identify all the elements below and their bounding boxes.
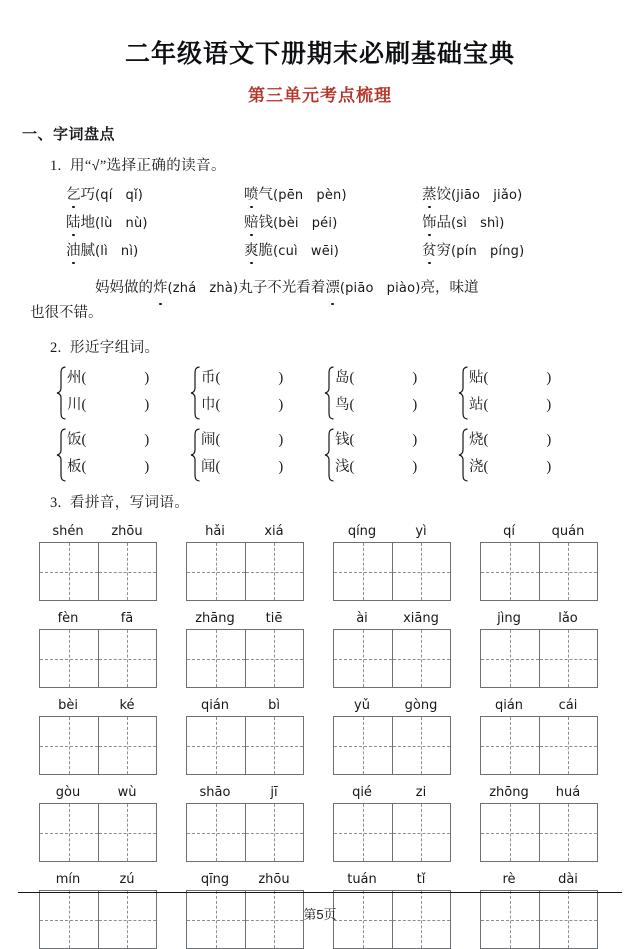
tianzige-cell[interactable] bbox=[245, 543, 303, 600]
word-character: 地 bbox=[80, 215, 95, 231]
dotted-character: 漂 bbox=[325, 276, 340, 301]
pinyin-syllable: qián bbox=[200, 698, 230, 713]
grid-pinyin-label bbox=[186, 698, 304, 713]
exercise-1-prompt-after: ”选择正确的读音。 bbox=[99, 158, 226, 174]
pinyin-options: (pín píng) bbox=[451, 244, 525, 259]
pinyin-syllable: qíng bbox=[347, 524, 377, 539]
pinyin-choice-item bbox=[422, 183, 522, 204]
tianzige-box[interactable] bbox=[333, 629, 451, 688]
pair-lines bbox=[335, 427, 458, 481]
exercise-1-prompt-before: 用“ bbox=[70, 158, 92, 174]
character-blank-row: 饭( ) bbox=[67, 432, 150, 448]
pinyin-word-grid bbox=[318, 785, 465, 862]
character-blank-row: 闻( ) bbox=[201, 459, 284, 475]
dotted-character: 赔 bbox=[244, 211, 259, 232]
dotted-character: 油 bbox=[66, 239, 81, 260]
pinyin-syllable: ài bbox=[356, 611, 368, 626]
grid-pinyin-label bbox=[39, 611, 157, 626]
grid-pinyin-label bbox=[480, 872, 598, 887]
pair-lines bbox=[469, 427, 592, 481]
sentence-line-1: 妈妈做的炸(zhá zhà)丸子不光看着漂(piāo piào)亮，味道 bbox=[66, 280, 479, 296]
tianzige-cell[interactable] bbox=[334, 543, 392, 600]
pinyin-word-grid bbox=[465, 785, 612, 862]
character-blank-row: 贴( ) bbox=[469, 370, 552, 386]
pair-lines bbox=[201, 365, 324, 419]
pair-character: 板 bbox=[67, 459, 82, 475]
pinyin-syllable: qián bbox=[494, 698, 524, 713]
pinyin-options: (sì shì) bbox=[451, 216, 505, 231]
tianzige-box[interactable] bbox=[333, 542, 451, 601]
character-blank-row: 闹( ) bbox=[201, 432, 284, 448]
tianzige-cell[interactable] bbox=[481, 717, 539, 774]
grid-row bbox=[24, 524, 622, 601]
exercise-3-number: 3. bbox=[50, 495, 62, 511]
pinyin-syllable: fèn bbox=[57, 611, 79, 626]
exercise-3-grids bbox=[24, 524, 622, 949]
pinyin-syllable: jìng bbox=[497, 611, 521, 626]
grid-pinyin-label bbox=[39, 785, 157, 800]
tianzige-box[interactable] bbox=[333, 716, 451, 775]
pinyin-word-grid bbox=[465, 611, 612, 688]
pinyin-word-grid bbox=[24, 611, 171, 688]
curly-brace-icon bbox=[324, 427, 335, 481]
character-pair-group bbox=[458, 365, 592, 419]
exercise-1-prompt bbox=[70, 154, 226, 175]
exercise-1 bbox=[18, 154, 622, 326]
pinyin-syllable: mín bbox=[55, 872, 81, 887]
tianzige-cell[interactable] bbox=[539, 630, 597, 687]
grid-row bbox=[24, 611, 622, 688]
pinyin-syllable: shén bbox=[52, 524, 84, 539]
tianzige-box[interactable] bbox=[39, 716, 157, 775]
exercise-1-number: 1. bbox=[50, 158, 62, 174]
dotted-character: 陆 bbox=[66, 211, 81, 232]
dotted-character: 乞 bbox=[66, 183, 81, 204]
character-pair-group bbox=[56, 365, 190, 419]
character-blank-row: 币( ) bbox=[201, 370, 284, 386]
character-pair-group bbox=[458, 427, 592, 481]
tianzige-cell[interactable] bbox=[539, 804, 597, 861]
pinyin-syllable: tuán bbox=[347, 872, 377, 887]
pinyin-syllable: rè bbox=[502, 872, 516, 887]
pinyin-options: (bèi péi) bbox=[273, 216, 338, 231]
tianzige-box[interactable] bbox=[39, 803, 157, 862]
pinyin-syllable: tiē bbox=[265, 611, 283, 626]
pinyin-word-grid bbox=[171, 785, 318, 862]
word-character: 穷 bbox=[436, 243, 451, 259]
checkmark-icon: √ bbox=[91, 157, 100, 173]
pinyin-syllable: yǔ bbox=[354, 698, 370, 713]
pinyin-options: (qí qǐ) bbox=[95, 188, 144, 203]
pinyin-word-grid bbox=[318, 698, 465, 775]
character-blank-row: 板( ) bbox=[67, 459, 150, 475]
pinyin-choice-item bbox=[422, 239, 524, 260]
tianzige-box[interactable] bbox=[333, 803, 451, 862]
tianzige-box[interactable] bbox=[480, 542, 598, 601]
tianzige-cell[interactable] bbox=[539, 543, 597, 600]
curly-brace-icon bbox=[190, 365, 201, 419]
pinyin-choice-item bbox=[66, 211, 244, 232]
dotted-character: 饰 bbox=[422, 211, 437, 232]
tianzige-cell[interactable] bbox=[40, 543, 98, 600]
exercise-2-pairs bbox=[56, 365, 622, 481]
tianzige-box[interactable] bbox=[480, 629, 598, 688]
footer-divider bbox=[18, 892, 622, 893]
exercise-1-sentence bbox=[30, 276, 596, 326]
pinyin-syllable: tǐ bbox=[416, 872, 426, 887]
tianzige-cell[interactable] bbox=[392, 717, 450, 774]
character-blank-row: 钱( ) bbox=[335, 432, 418, 448]
character-pair-group bbox=[190, 427, 324, 481]
pinyin-choice-item bbox=[66, 239, 244, 260]
grid-row bbox=[24, 785, 622, 862]
pair-character: 钱 bbox=[335, 432, 350, 448]
curly-brace-icon bbox=[458, 365, 469, 419]
pinyin-options: (lì nì) bbox=[95, 244, 139, 259]
character-blank-row: 川( ) bbox=[67, 397, 150, 413]
curly-brace-icon bbox=[458, 427, 469, 481]
pair-row bbox=[56, 427, 622, 481]
character-blank-row: 烧( ) bbox=[469, 432, 552, 448]
grid-pinyin-label bbox=[186, 611, 304, 626]
grid-pinyin-label bbox=[333, 524, 451, 539]
grid-pinyin-label bbox=[333, 872, 451, 887]
character-blank-row: 岛( ) bbox=[335, 370, 418, 386]
pair-lines bbox=[469, 365, 592, 419]
exercise-2-number: 2. bbox=[50, 340, 62, 356]
pinyin-syllable: zi bbox=[415, 785, 427, 800]
tianzige-box[interactable] bbox=[186, 803, 304, 862]
character-blank-row: 站( ) bbox=[469, 397, 552, 413]
dotted-character: 蒸 bbox=[422, 183, 437, 204]
pinyin-options: (pēn pèn) bbox=[273, 188, 347, 203]
tianzige-box[interactable] bbox=[480, 803, 598, 862]
pinyin-options: (jiāo jiǎo) bbox=[451, 188, 523, 203]
dotted-character: 贫 bbox=[422, 239, 437, 260]
pinyin-syllable: bèi bbox=[58, 698, 78, 713]
choice-row bbox=[66, 183, 622, 211]
pinyin-word-grid bbox=[171, 698, 318, 775]
pinyin-word-grid bbox=[24, 698, 171, 775]
pinyin-syllable: yì bbox=[415, 524, 427, 539]
tianzige-cell[interactable] bbox=[187, 804, 245, 861]
pinyin-syllable: gòng bbox=[404, 698, 438, 713]
exercise-3 bbox=[18, 491, 622, 949]
pinyin-options: (piāo piào) bbox=[339, 281, 421, 296]
pair-lines bbox=[335, 365, 458, 419]
pair-character: 浇 bbox=[469, 459, 484, 475]
pinyin-choice-item bbox=[244, 183, 422, 204]
tianzige-box[interactable] bbox=[186, 629, 304, 688]
curly-brace-icon bbox=[190, 427, 201, 481]
pinyin-word-grid bbox=[465, 698, 612, 775]
tianzige-cell[interactable] bbox=[245, 630, 303, 687]
tianzige-cell[interactable] bbox=[392, 543, 450, 600]
pinyin-syllable: lǎo bbox=[558, 611, 578, 626]
pinyin-word-grid bbox=[171, 524, 318, 601]
character-pair-group bbox=[324, 365, 458, 419]
pinyin-syllable: ké bbox=[119, 698, 135, 713]
curly-brace-icon bbox=[324, 365, 335, 419]
pair-character: 州 bbox=[67, 370, 82, 386]
grid-pinyin-label bbox=[39, 524, 157, 539]
pair-character: 浅 bbox=[335, 459, 350, 475]
exercise-2-header bbox=[50, 336, 622, 357]
pinyin-options: (lù nù) bbox=[95, 216, 148, 231]
dotted-character: 喷 bbox=[244, 183, 259, 204]
tianzige-box[interactable] bbox=[186, 542, 304, 601]
grid-pinyin-label bbox=[39, 698, 157, 713]
tianzige-cell[interactable] bbox=[98, 630, 156, 687]
grid-pinyin-label bbox=[480, 611, 598, 626]
pinyin-syllable: qīng bbox=[200, 872, 230, 887]
tianzige-cell[interactable] bbox=[539, 717, 597, 774]
word-character: 钱 bbox=[258, 215, 273, 231]
pinyin-options: (zhá zhà) bbox=[167, 281, 239, 296]
exercise-1-items bbox=[18, 183, 622, 267]
character-blank-row: 州( ) bbox=[67, 370, 150, 386]
pinyin-syllable: zhōu bbox=[258, 872, 290, 887]
grid-pinyin-label bbox=[480, 785, 598, 800]
grid-pinyin-label bbox=[333, 785, 451, 800]
grid-pinyin-label bbox=[186, 872, 304, 887]
tianzige-box[interactable] bbox=[186, 716, 304, 775]
pair-lines bbox=[67, 365, 190, 419]
pinyin-syllable: gòu bbox=[55, 785, 81, 800]
pinyin-word-grid bbox=[24, 524, 171, 601]
pair-character: 鸟 bbox=[335, 397, 350, 413]
tianzige-cell[interactable] bbox=[187, 543, 245, 600]
grid-pinyin-label bbox=[186, 785, 304, 800]
pinyin-choice-item bbox=[244, 211, 422, 232]
pinyin-syllable: wù bbox=[117, 785, 137, 800]
pair-character: 饭 bbox=[67, 432, 82, 448]
page-title: 二年级语文下册期末必刷基础宝典 bbox=[124, 41, 515, 68]
tianzige-cell[interactable] bbox=[392, 804, 450, 861]
curly-brace-icon bbox=[56, 427, 67, 481]
pinyin-syllable: xiá bbox=[264, 524, 284, 539]
pair-character: 币 bbox=[201, 370, 216, 386]
section-heading: 一、字词盘点 bbox=[22, 126, 116, 143]
pinyin-syllable: qié bbox=[352, 785, 372, 800]
tianzige-cell[interactable] bbox=[481, 630, 539, 687]
pinyin-word-grid bbox=[171, 611, 318, 688]
pinyin-syllable: zhōu bbox=[111, 524, 143, 539]
pair-character: 川 bbox=[67, 397, 82, 413]
pair-character: 烧 bbox=[469, 432, 484, 448]
grid-pinyin-label bbox=[480, 698, 598, 713]
pair-character: 站 bbox=[469, 397, 484, 413]
character-blank-row: 巾( ) bbox=[201, 397, 284, 413]
word-character: 巧 bbox=[80, 187, 95, 203]
word-character: 腻 bbox=[80, 243, 95, 259]
pinyin-syllable: shāo bbox=[199, 785, 231, 800]
page-subtitle: 第三单元考点梳理 bbox=[248, 86, 392, 105]
pinyin-word-grid bbox=[318, 524, 465, 601]
tianzige-cell[interactable] bbox=[187, 717, 245, 774]
pinyin-syllable: jī bbox=[270, 785, 278, 800]
word-character: 饺 bbox=[436, 187, 451, 203]
tianzige-box[interactable] bbox=[480, 716, 598, 775]
pinyin-syllable: hǎi bbox=[205, 524, 225, 539]
grid-pinyin-label bbox=[39, 872, 157, 887]
pinyin-choice-item bbox=[244, 239, 422, 260]
word-character: 气 bbox=[258, 187, 273, 203]
pinyin-choice-item bbox=[66, 183, 244, 204]
dotted-character: 炸 bbox=[153, 276, 168, 301]
pair-lines bbox=[201, 427, 324, 481]
character-pair-group bbox=[56, 427, 190, 481]
pinyin-syllable: huá bbox=[555, 785, 581, 800]
pinyin-syllable: bì bbox=[268, 698, 280, 713]
pinyin-syllable: zú bbox=[119, 872, 135, 887]
pinyin-word-grid bbox=[318, 611, 465, 688]
dotted-character: 爽 bbox=[244, 239, 259, 260]
exercise-3-header bbox=[50, 491, 622, 512]
character-pair-group bbox=[324, 427, 458, 481]
pair-row bbox=[56, 365, 622, 419]
exercise-3-prompt: 看拼音，写词语。 bbox=[70, 495, 190, 511]
tianzige-cell[interactable] bbox=[334, 804, 392, 861]
exercise-1-header bbox=[50, 154, 622, 175]
tianzige-cell[interactable] bbox=[98, 804, 156, 861]
pinyin-syllable: fā bbox=[120, 611, 134, 626]
choice-row bbox=[66, 239, 622, 267]
pinyin-options: (cuì wēi) bbox=[273, 244, 339, 259]
pinyin-syllable: zhāng bbox=[195, 611, 235, 626]
page-number: 第5页 bbox=[303, 907, 337, 922]
tianzige-cell[interactable] bbox=[98, 543, 156, 600]
pair-character: 闻 bbox=[201, 459, 216, 475]
pinyin-syllable: cái bbox=[558, 698, 578, 713]
grid-pinyin-label bbox=[333, 611, 451, 626]
pinyin-word-grid bbox=[24, 785, 171, 862]
pinyin-syllable: quán bbox=[551, 524, 585, 539]
pinyin-word-grid bbox=[465, 524, 612, 601]
exercise-2 bbox=[18, 336, 622, 481]
grid-row bbox=[24, 698, 622, 775]
tianzige-cell[interactable] bbox=[40, 717, 98, 774]
curly-brace-icon bbox=[56, 365, 67, 419]
tianzige-cell[interactable] bbox=[392, 630, 450, 687]
tianzige-box[interactable] bbox=[39, 629, 157, 688]
character-blank-row: 浇( ) bbox=[469, 459, 552, 475]
grid-pinyin-label bbox=[333, 698, 451, 713]
tianzige-cell[interactable] bbox=[40, 630, 98, 687]
grid-pinyin-label bbox=[186, 524, 304, 539]
tianzige-cell[interactable] bbox=[334, 630, 392, 687]
character-blank-row: 浅( ) bbox=[335, 459, 418, 475]
pair-character: 贴 bbox=[469, 370, 484, 386]
exercise-2-prompt: 形近字组词。 bbox=[70, 340, 160, 356]
pair-character: 闹 bbox=[201, 432, 216, 448]
tianzige-cell[interactable] bbox=[481, 804, 539, 861]
pinyin-choice-item bbox=[422, 211, 505, 232]
sentence-indent bbox=[66, 280, 95, 296]
pinyin-syllable: xiāng bbox=[403, 611, 439, 626]
word-character: 品 bbox=[436, 215, 451, 231]
sentence-line-2: 也很不错。 bbox=[30, 305, 103, 321]
pinyin-syllable: zhōng bbox=[489, 785, 529, 800]
tianzige-cell[interactable] bbox=[40, 804, 98, 861]
tianzige-cell[interactable] bbox=[245, 717, 303, 774]
pinyin-syllable: qí bbox=[503, 524, 515, 539]
pair-lines bbox=[67, 427, 190, 481]
character-pair-group bbox=[190, 365, 324, 419]
tianzige-cell[interactable] bbox=[245, 804, 303, 861]
tianzige-cell[interactable] bbox=[334, 717, 392, 774]
tianzige-box[interactable] bbox=[39, 542, 157, 601]
tianzige-cell[interactable] bbox=[481, 543, 539, 600]
tianzige-cell[interactable] bbox=[98, 717, 156, 774]
grid-pinyin-label bbox=[480, 524, 598, 539]
word-character: 脆 bbox=[258, 243, 273, 259]
pair-character: 巾 bbox=[201, 397, 216, 413]
character-blank-row: 鸟( ) bbox=[335, 397, 418, 413]
pair-character: 岛 bbox=[335, 370, 350, 386]
tianzige-cell[interactable] bbox=[187, 630, 245, 687]
choice-row bbox=[66, 211, 622, 239]
pinyin-syllable: dài bbox=[558, 872, 578, 887]
